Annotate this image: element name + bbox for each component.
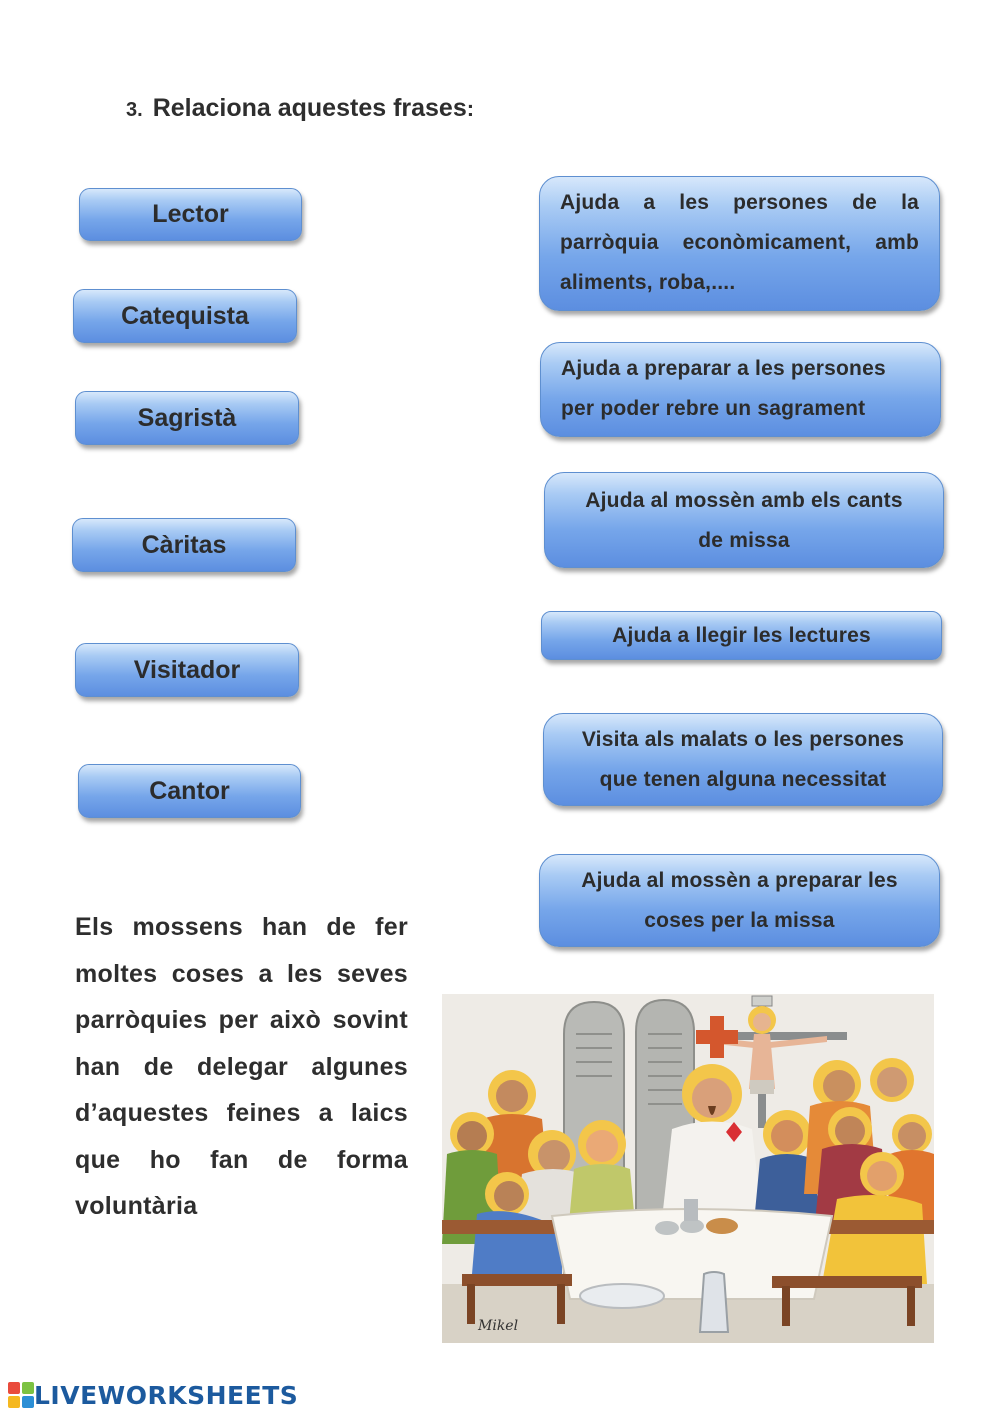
role-label: Lector [152,200,229,228]
description-card-catequista[interactable] [540,342,941,437]
role-label: Catequista [121,301,249,330]
last-supper-drawing [442,994,934,1343]
description-text: Ajuda a preparar a les persones per poder rebre un sagrament [561,357,886,420]
description-text: Ajuda al mossèn a preparar les coses per la missa [581,868,898,932]
description-text: Visita als malats o les persones que tenen alguna necessitat [581,727,905,791]
role-label: Càritas [141,530,227,559]
liveworksheets-logo-icon [8,1382,34,1408]
jug-icon [700,1272,728,1332]
description-card-lector[interactable] [541,611,942,660]
description-card-sagrista[interactable] [539,854,940,947]
exercise-number: 3. [126,99,143,121]
liveworksheets-logo[interactable] [8,1380,298,1410]
description-text: Ajuda a llegir les lectures [612,623,871,647]
description-card-caritas[interactable] [539,176,940,311]
role-card-catequista[interactable] [73,289,297,343]
role-card-visitador[interactable] [75,643,299,697]
description-text: Ajuda a les persones de la parròquia econòmicament, amb aliments, roba,.... [560,191,919,294]
liveworksheets-wordmark: LIVEWORKSHEETS [34,1380,299,1410]
role-card-sagrista[interactable] [75,391,299,445]
role-label: Cantor [149,776,230,805]
intro-paragraph: Els mossens han de fer moltes coses a les seves parròquies per això sovint han de delegar algunes d’aquestes feines a laics que ho fan de forma voluntària [75,913,408,1220]
chalice-icon [684,1199,698,1221]
role-card-cantor[interactable] [78,764,301,818]
role-label: Visitador [133,655,241,684]
description-text: Ajuda al mossèn amb els cants de missa [585,489,903,552]
description-card-visitador[interactable] [543,713,943,806]
exercise-title: Relaciona aquestes frases [152,94,467,122]
description-card-cantor[interactable] [544,472,944,568]
role-label: Sagristà [137,403,237,432]
role-card-caritas[interactable] [72,518,296,572]
last-supper-illustration [442,994,934,1343]
exercise-colon: : [466,96,475,121]
basin-icon [580,1284,664,1308]
role-card-lector[interactable] [79,188,302,241]
exercise-heading [126,94,474,123]
artist-signature: Mikel [478,1318,519,1334]
